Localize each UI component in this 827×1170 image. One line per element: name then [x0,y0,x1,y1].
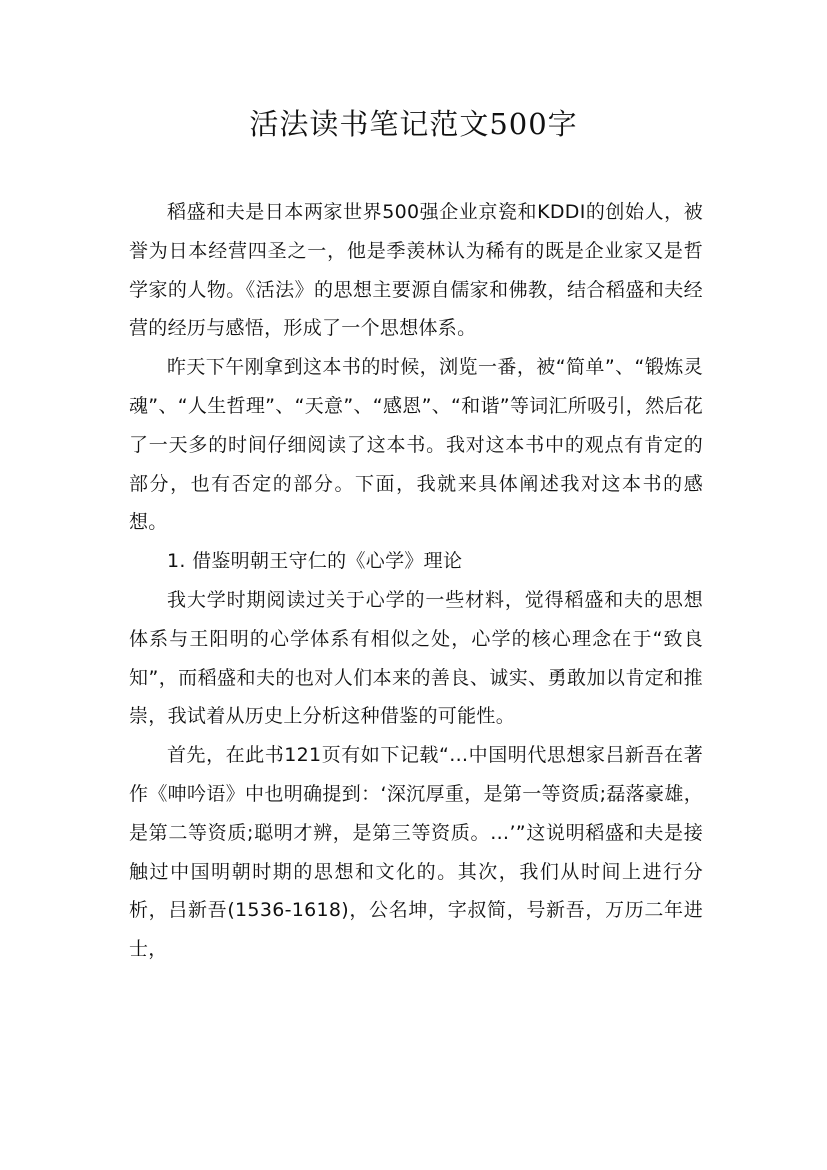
paragraph-first-impression: 昨天下午刚拿到这本书的时候，浏览一番，被“简单”、“锻炼灵魂”、“人生哲理”、“天意”、“感恩”、“和谐”等词汇所吸引，然后花了一天多的时间仔细阅读了这本书。我对这本书中的观点有肯定的部分，也有否定的部分。下面，我就来具体阐述我对这本书的感想。 [129,356,703,534]
section-heading-1: 1. 借鉴明朝王守仁的《心学》理论 [167,550,463,573]
paragraph-intro: 稻盛和夫是日本两家世界500强企业京瓷和KDDI的创始人，被誉为日本经营四圣之一，他是季羡林认为稀有的既是企业家又是哲学家的人物。《活法》的思想主要源自儒家和佛教，结合稻盛和夫经营的经历与感悟，形成了一个思想体系。 [129,201,703,340]
paragraph-analysis: 首先，在此书121页有如下记载“…中国明代思想家吕新吾在著作《呻吟语》中也明确提到：‘深沉厚重，是第一等资质;磊落豪雄，是第二等资质;聪明才辨，是第三等资质。…’”这说明稻盛和夫是接触过中国明朝时期的思想和文化的。其次，我们从时间上进行分析，吕新吾(1536-1618)，公名坤，字叔简，号新吾，万历二年进士， [129,744,703,961]
document-body [129,193,703,969]
paragraph-xinxue: 我大学时期阅读过关于心学的一些材料，觉得稻盛和夫的思想体系与王阳明的心学体系有相似之处，心学的核心理念在于“致良知”，而稻盛和夫的也对人们本来的善良、诚实、勇敢加以肯定和推崇，我试着从历史上分析这种借鉴的可能性。 [129,588,703,728]
document-title: 活法读书笔记范文500字 [249,107,578,141]
